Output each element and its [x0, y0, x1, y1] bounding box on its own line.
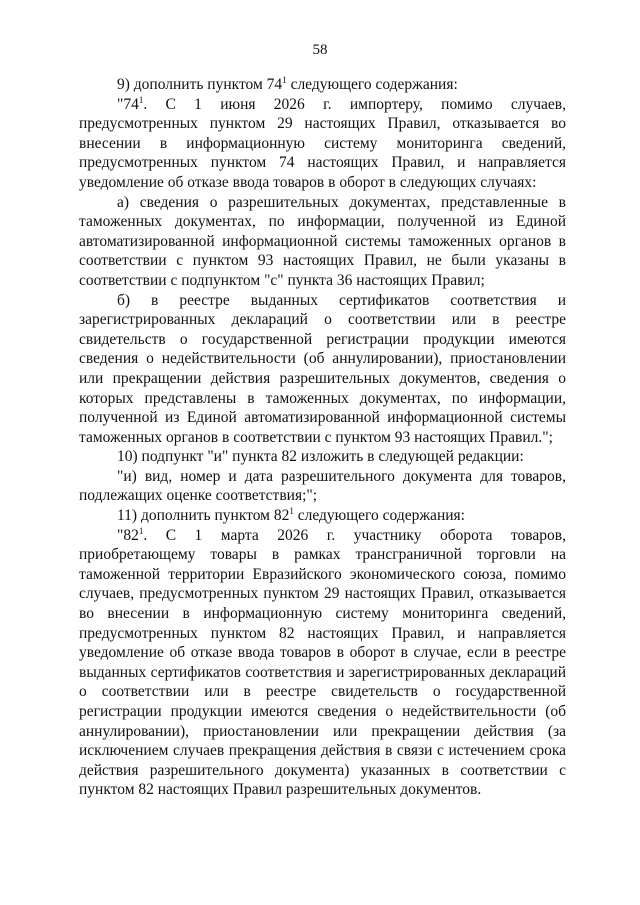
paragraph-point-82-1 — [79, 526, 566, 800]
paragraph-text: а) сведения о разрешительных документах, представленные в таможенных документах, по информации, полученной из Единой автоматизированной информационной системы таможенных органов в соответствии с пунктом 93 настоящих Правил, не были указаны в соответствии с подпунктом "с" пункта 36 настоящих Правил; — [79, 193, 566, 289]
paragraph-text: 9) дополнить пунктом 74 — [117, 76, 283, 93]
superscript: 1 — [138, 94, 144, 105]
paragraph-item-11 — [79, 506, 566, 526]
superscript: 1 — [282, 75, 287, 85]
superscript: 1 — [138, 525, 144, 536]
paragraph-text: "74 — [117, 95, 139, 113]
paragraph-text: б) в реестре выданных сертификатов соответствия и зарегистрированных деклараций о соответствии или в реестре свидетельств о государственной регистрации продукции имеются сведения о недействительности (об аннулировании), приостановлении или прекращении действия разрешительных документов, сведения о которых представлены в таможенных документах, по информации, полученной из Единой автоматизированной информационной системы таможенных органов в соответствии с пунктом 93 настоящих Правил."; — [79, 291, 566, 446]
paragraph-subpoint-i — [79, 467, 566, 506]
paragraph-text: следующего содержания: — [293, 507, 465, 525]
paragraph-text: . С 1 июня 2026 г. импортеру, помимо случаев, предусмотренных пунктом 29 настоящих Правил, отказывается во внесении в информационную систему мониторинга сведений, предусмотренных пунктом 74 настоящих Правил, и направляется уведомление об отказе ввода товаров в оборот в следующих случаях: — [79, 95, 566, 191]
paragraph-item-10 — [79, 447, 566, 467]
document-body — [79, 75, 566, 800]
paragraph-text: 10) подпункт "и" пункта 82 изложить в следующей редакции: — [117, 448, 524, 466]
superscript: 1 — [289, 506, 294, 517]
paragraph-subpoint-a — [79, 193, 566, 291]
paragraph-text: "и) вид, номер и дата разрешительного документа для товаров, подлежащих оценке соответствия;"; — [79, 467, 566, 505]
paragraph-text: следующего содержания: — [286, 76, 458, 93]
paragraph-text: "82 — [117, 526, 139, 544]
page-number: 58 — [312, 42, 328, 58]
paragraph-subpoint-b — [79, 291, 566, 448]
paragraph-point-74-1 — [79, 95, 566, 193]
paragraph-item-9 — [79, 75, 566, 95]
paragraph-text: 11) дополнить пунктом 82 — [117, 507, 290, 525]
paragraph-text: . С 1 марта 2026 г. участнику оборота товаров, приобретающему товары в рамках трансграничной торговли на таможенной территории Евразийского экономического союза, помимо случаев, предусмотренных пунктом 29 настоящих Правил, отказывается во внесении в информационную систему мониторинга сведений, предусмотренных пунктом 82 настоящих Правил, и направляется уведомление об отказе ввода товаров в оборот в случае, если в реестре выданных сертификатов соответствия и зарегистрированных деклараций о соответствии или в реестре свидетельств о государственной регистрации продукции имеются сведения о недействительности (об аннулировании), приостановлении или прекращении действия (за исключением случаев прекращения действия в связи с истечением срока действия разрешительного документа) указанных в соответствии с пунктом 82 настоящих Правил разрешительных документов. — [79, 526, 566, 799]
